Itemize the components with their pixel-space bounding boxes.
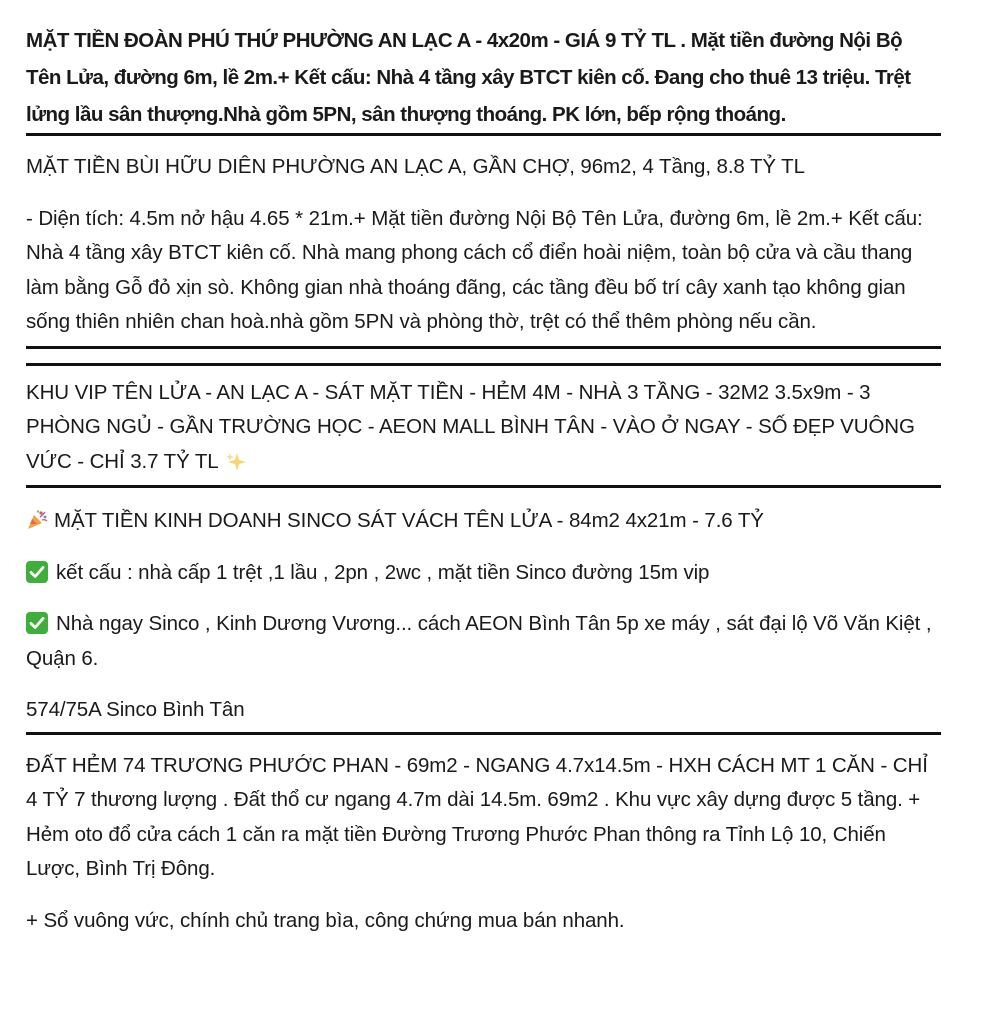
listing-3-title-text: KHU VIP TÊN LỬA - AN LẠC A - SÁT MẶT TIỀN - HẺM 4M - NHÀ 3 TẦNG - 32M2 3.5x9m - 3 PHÒNG NGỦ - GẦN TRƯỜNG HỌC - AEON MALL BÌNH TÂN - VÀO Ở NGAY - SỐ ĐẸP VUÔNG VỨC - CHỈ 3.7 TỶ TL xyxy=(26,380,915,473)
sparkles-icon xyxy=(225,450,247,472)
listing-bui-huu-dien xyxy=(26,150,941,340)
listing-5-note: + Sổ vuông vức, chính chủ trang bìa, công chứng mua bán nhanh. xyxy=(26,908,625,932)
listing-sinco xyxy=(26,504,941,728)
divider xyxy=(26,346,941,349)
listing-truong-phuoc-phan xyxy=(26,749,941,939)
check-mark-button-icon xyxy=(26,561,48,583)
divider xyxy=(26,363,941,366)
listing-4-address: 574/75A Sinco Bình Tân xyxy=(26,698,245,721)
listing-4-bullet-1-text: kết cấu : nhà cấp 1 trệt ,1 lầu , 2pn , 2wc , mặt tiền Sinco đường 15m vip xyxy=(56,560,710,584)
party-popper-icon xyxy=(26,508,48,530)
listing-3-title xyxy=(26,376,941,480)
divider xyxy=(26,133,941,136)
listing-2-title: MẶT TIỀN BÙI HỮU DIÊN PHƯỜNG AN LẠC A, GẦN CHỢ, 96m2, 4 Tầng, 8.8 TỶ TL xyxy=(26,155,805,178)
check-mark-button-icon xyxy=(26,612,48,634)
divider xyxy=(26,485,941,488)
listing-2-body: - Diện tích: 4.5m nở hậu 4.65 * 21m.+ Mặt tiền đường Nội Bộ Tên Lửa, đường 6m, lề 2m.+ Kết cấu: Nhà 4 tầng xây BTCT kiên cố. Nhà mang phong cách cổ điển hoài niệm, toàn bộ cửa và cầu thang làm bằng Gỗ đỏ xịn sò. Không gian nhà thoáng đãng, các tầng đều bố trí cây xanh tạo không gian sống thiên nhiên chan hoà.nhà gồm 5PN và phòng thờ, trệt có thể thêm phòng nếu cần. xyxy=(26,206,923,333)
listing-1-text: MẶT TIỀN ĐOÀN PHÚ THỨ PHƯỜNG AN LẠC A - 4x20m - GIÁ 9 TỶ TL . Mặt tiền đường Nội Bộ Tên Lửa, đường 6m, lề 2m.+ Kết cấu: Nhà 4 tầng xây BTCT kiên cố. Đang cho thuê 13 triệu. Trệt lửng lầu sân thượng.Nhà gồm 5PN, sân thượng thoáng. PK lớn, bếp rộng thoáng. xyxy=(26,29,911,126)
divider xyxy=(26,732,941,735)
listing-5-body: ĐẤT HẺM 74 TRƯƠNG PHƯỚC PHAN - 69m2 - NGANG 4.7x14.5m - HXH CÁCH MT 1 CĂN - CHỈ 4 TỶ 7 thương lượng . Đất thổ cư ngang 4.7m dài 14.5m. 69m2 . Khu vực xây dựng được 5 tầng. + Hẻm oto đổ cửa cách 1 căn ra mặt tiền Đường Trương Phước Phan thông ra Tỉnh Lộ 10, Chiến Lược, Bình Trị Đông. xyxy=(26,753,928,880)
document-page xyxy=(26,22,941,938)
listing-doan-phu-thu xyxy=(26,22,941,133)
listing-4-bullet-1 xyxy=(26,556,941,591)
listing-4-bullet-2-text: Nhà ngay Sinco , Kinh Dương Vương... cách AEON Bình Tân 5p xe máy , sát đại lộ Võ Văn Kiệt , Quận 6. xyxy=(26,612,932,670)
listing-4-bullet-2 xyxy=(26,607,941,676)
listing-4-title-text: MẶT TIỀN KINH DOANH SINCO SÁT VÁCH TÊN LỬA - 84m2 4x21m - 7.6 TỶ xyxy=(54,509,764,532)
listing-khu-vip-ten-lua xyxy=(26,376,941,480)
listing-4-title xyxy=(26,504,941,539)
